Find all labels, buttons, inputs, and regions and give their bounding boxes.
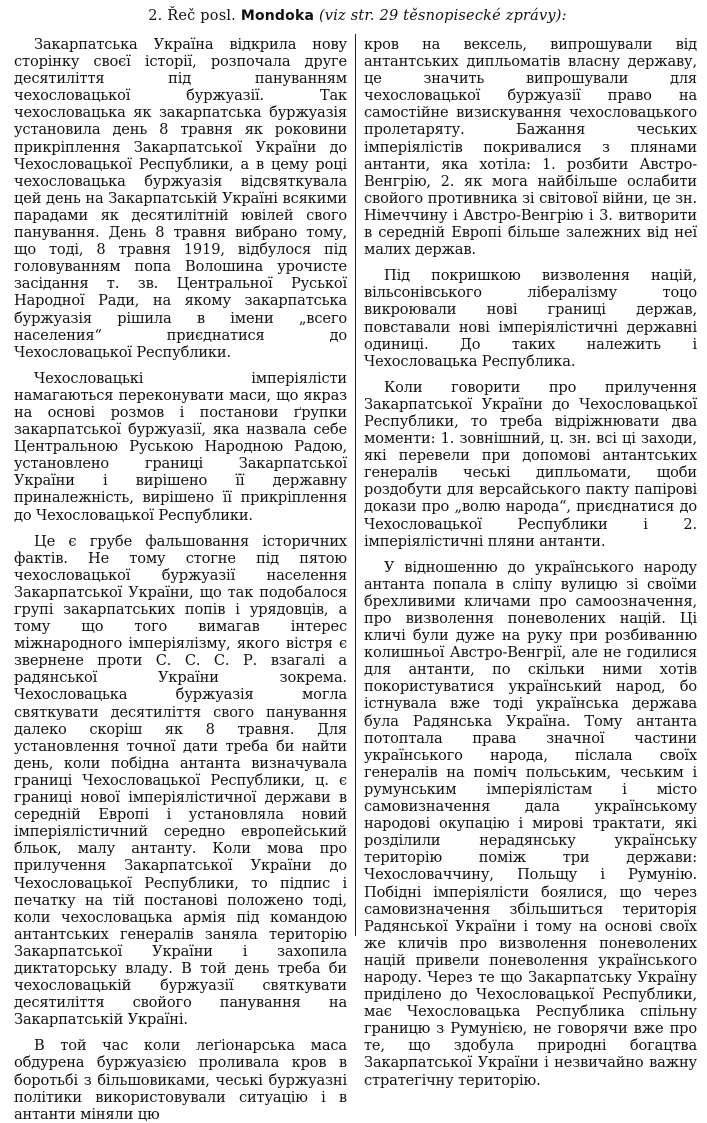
text-columns	[14, 36, 699, 1123]
speaker-name: Mondoka	[240, 8, 315, 24]
paragraph: В той час коли леґіонарська маса обдурена буржуазією проливала кров в боротьбі з більшовиками, чеські буржуазні політики використовували ситуацію і в антанти міняли цю	[14, 1037, 347, 1123]
header-note: (viz str. 29 těsnopisecké zprávy):	[318, 8, 567, 24]
header-prefix: 2. Řeč posl.	[148, 8, 236, 24]
paragraph: Коли говорити про прилучення Закарпатської України до Чехословацької Республики, то треба відріжнювати два моменти: 1. зовнішний, ц. зн. всі ці заходи, які перевели при допомові антантських генералів чеські дипльомати, щоби роздобути для версайського пакту папірові докази про „волю народа“, приєднатися до Чехословацької Республики і 2. імперіялістичні пляни антанти.	[364, 378, 697, 550]
paragraph: Чехословацькі імперіялісти намагаються переконувати маси, що якраз на основі розмов і постанови ґрупки закарпатської буржуазії, яка назвала себе Центральною Руською Народною Радою, установлено границі Закарпатської України і вирішено її державну приналежність, вирішено її прикріплення до Чехословацької Республики.	[14, 369, 347, 524]
page-header	[14, 6, 701, 30]
paragraph: кров на вексель, випрошували від антантських дипльоматів власну державу, це значить випрошували для чехословацької буржуазії право на самостійне визискування чехословацького пролетаряту. Бажання чеських імперіялістів покривалися з плянами антанти, яка хотіла: 1. розбити Австро-Венгрію, 2. як мога найбільше ослабити свойого противника зі світової війни, це зн. Німеччину і Австро-Венгрію і 3. витворити в середній Европі більше залежних від неї малих держав.	[364, 36, 697, 259]
right-column	[364, 36, 697, 1089]
paragraph: Закарпатська Україна відкрила нову сторінку своєї історії, розпочала друге десятиліття під пануванням чехословацької буржуазії. Так чехословацька як закарпатська буржуазія установила день 8 травня як роковини прикріплення Закарпатської України до Чехословацької Республики, а в цему році чехословацька буржуазія відсвяткувала цей день на Закарпатській Україні всякими парадами як десятилітній ювілей свого панування. День 8 травня вибрано тому, що тоді, 8 травня 1919, відбулося під головуванням попа Волошина урочисте засідання т. зв. Центральної Руської Народної Ради, на якому закарпатська буржуазія рішила в імени „всего населения“ приєднатися до Чехословацької Республики.	[14, 36, 347, 361]
paragraph: У відношенню до українського народу антанта попала в сліпу вулицю зі своїми брехливими кличами про самоозначення, про визволення поневолених націй. Ці кличі були дуже на руку при розбиванню колишньої Австро-Венгрії, але не годилися для антанти, по скільки ними хотів покористуватися український народ, бо істнувала вже тоді українська держава була Радянська Україна. Тому антанта потоптала права значної частини українського народа, післала своїх генералів на поміч польським, чеським і румунським імперіялістам і місто самовизначення дала українському народові окупацію і мирові трактати, які розділили нерадянську українську територію поміж три держави: Чехословаччину, Польщу і Румунію. Побідні імперіялісти боялися, що через самовизначення збільшиться територія Радянської України і тому на основі своїх же кличів про визволення поневолених націй привели поневолення українського народу. Через те що Закарпатську Україну приділено до Чехословацької Республики, має Чехословацька Республика спільну границю з Румунією, не говорячи вже про те, що здобула природні богацтва Закарпатської України і незвичайно важну стратегічну територію.	[364, 558, 697, 1089]
column-divider	[355, 34, 356, 936]
paragraph: Це є грубе фальшовання історичних фактів. Не тому стогне під пятою чехословацької буржуазії населення Закарпатської України, що так подобалося групі закарпатських попів і урядовців, а тому що того вимагав інтерес міжнародного імперіялізму, якого вістря є звернене проти С. С. С. Р. взагалі а радянської України зокрема. Чехословацька буржуазія могла святкувати десятиліття свого панування далеко скоріш як 8 травня. Для установлення точної дати треба би найти день, коли побідна антанта визначувала границі Чехословацької Республики, ц. є границі нової імперіялістичної держави в середній Европі і установляла новий імперіялістичний середно европейський бльок, малу антанту. Коли мова про прилучення Закарпатської України до Чехословацької Республики, то підпис і печатку на тій постанові положено тоді, коли чехословацька армія під командою антантських генералів заняла територію Закарпатської України і захопила диктаторську владу. В той день треба би чехословацькій буржуазії святкувати десятиліття свойого панування на Закарпатській Україні.	[14, 532, 347, 1029]
paragraph: Під покришкою визволення націй, вільсонівського лібералізму тоцо викроювали нові границі держав, повставали нові імперіялістичні державні одиниці. До таких належить і Чехословацька Республика.	[364, 267, 697, 370]
left-column	[14, 36, 347, 1123]
